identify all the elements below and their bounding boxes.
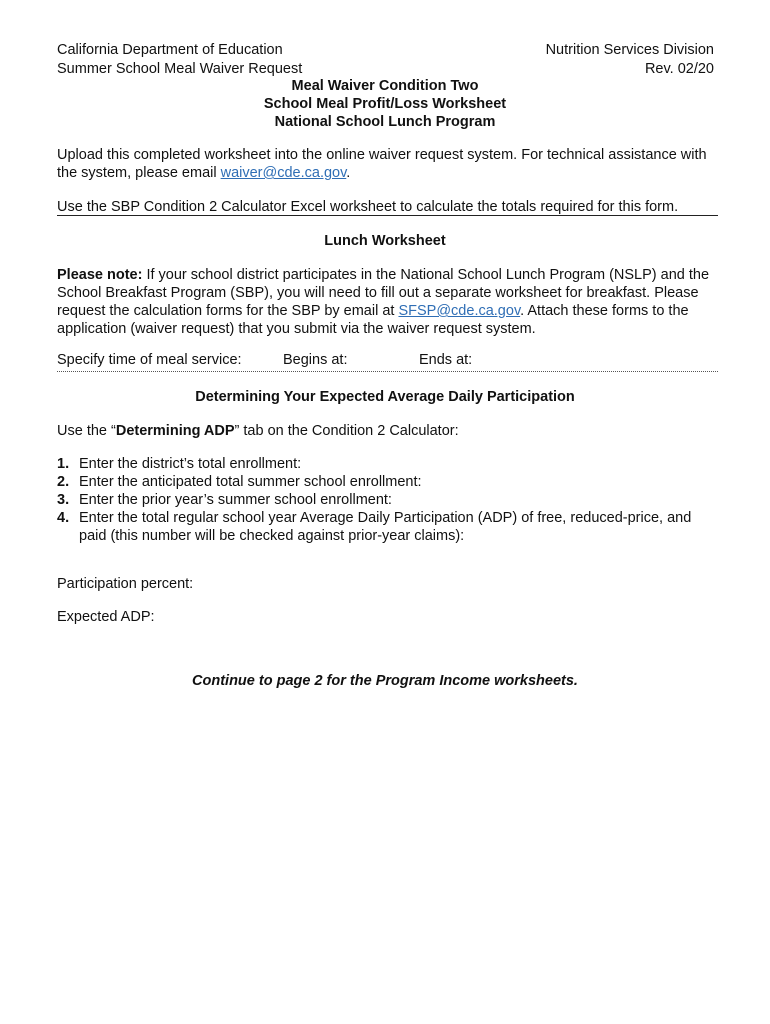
step-text: Enter the prior year’s summer school enrollment:: [79, 492, 392, 508]
sfsp-email-link[interactable]: SFSP@cde.ca.gov: [398, 303, 521, 319]
upload-instructions: [57, 146, 718, 182]
document-title: Meal Waiver Condition Two: [291, 78, 479, 94]
adp-intro-post: ” tab on the Condition 2 Calculator:: [234, 423, 459, 439]
adp-tab-name: Determining ADP: [115, 423, 235, 439]
please-note-text-2: . Attach these forms to the application (waiver request) that you submit via the waiver request system.: [57, 303, 689, 337]
begins-at-label: Begins at:: [283, 352, 348, 368]
adp-heading: Determining Your Expected Average Daily Participation: [195, 389, 575, 405]
step-text: Enter the total regular school year Average Daily Participation (ADP) of free, reduced-price, and paid (this number will be checked against prior-year claims):: [79, 510, 692, 544]
upload-text: Upload this completed worksheet into the online waiver request system. For technical assistance with the system, please email: [57, 147, 707, 181]
list-item: [57, 509, 718, 545]
step-text: Enter the anticipated total summer school enrollment:: [79, 474, 422, 490]
continue-note: Continue to page 2 for the Program Income worksheets.: [192, 673, 578, 689]
program-title: National School Lunch Program: [274, 114, 496, 130]
ends-at-label: Ends at:: [419, 352, 473, 368]
step-number: 1.: [57, 456, 70, 472]
lunch-worksheet-heading: Lunch Worksheet: [324, 233, 446, 249]
adp-steps-list: [57, 455, 718, 545]
please-note-label: Please note:: [57, 267, 143, 283]
calculator-note: Use the SBP Condition 2 Calculator Excel worksheet to calculate the totals required for this form.: [57, 199, 679, 215]
division-name: Nutrition Services Division: [545, 42, 714, 58]
step-text: Enter the district’s total enrollment:: [79, 456, 302, 472]
meal-service-time-row[interactable]: [57, 352, 718, 372]
please-note-paragraph: [57, 266, 718, 338]
upload-end: .: [346, 165, 351, 181]
header-row-2: [57, 60, 714, 78]
document-subtitle: School Meal Profit/Loss Worksheet: [263, 96, 507, 112]
step-number: 3.: [57, 492, 70, 508]
revision-date: Rev. 02/20: [644, 61, 714, 77]
adp-intro: [57, 422, 718, 440]
list-item: [57, 455, 718, 473]
agency-name: California Department of Education: [57, 42, 283, 58]
section-divider: [57, 215, 718, 216]
list-item: [57, 491, 718, 509]
list-item: [57, 473, 718, 491]
step-number: 4.: [57, 510, 70, 526]
step-number: 2.: [57, 474, 70, 490]
meal-service-label: Specify time of meal service:: [57, 352, 242, 368]
please-note-text: If your school district participates in the National School Lunch Program (NSLP) and the School Breakfast Program (SBP), you will need to fill out a separate worksheet for breakfast. Please request the calculation forms for the SBP by email at: [57, 267, 710, 319]
header-row-1: [57, 41, 714, 59]
form-name: Summer School Meal Waiver Request: [57, 61, 303, 77]
adp-intro-pre: Use the “: [57, 423, 116, 439]
waiver-email-link[interactable]: waiver@cde.ca.gov: [220, 165, 347, 181]
participation-percent-field[interactable]: Participation percent:: [57, 576, 194, 592]
expected-adp-field[interactable]: Expected ADP:: [57, 609, 155, 625]
